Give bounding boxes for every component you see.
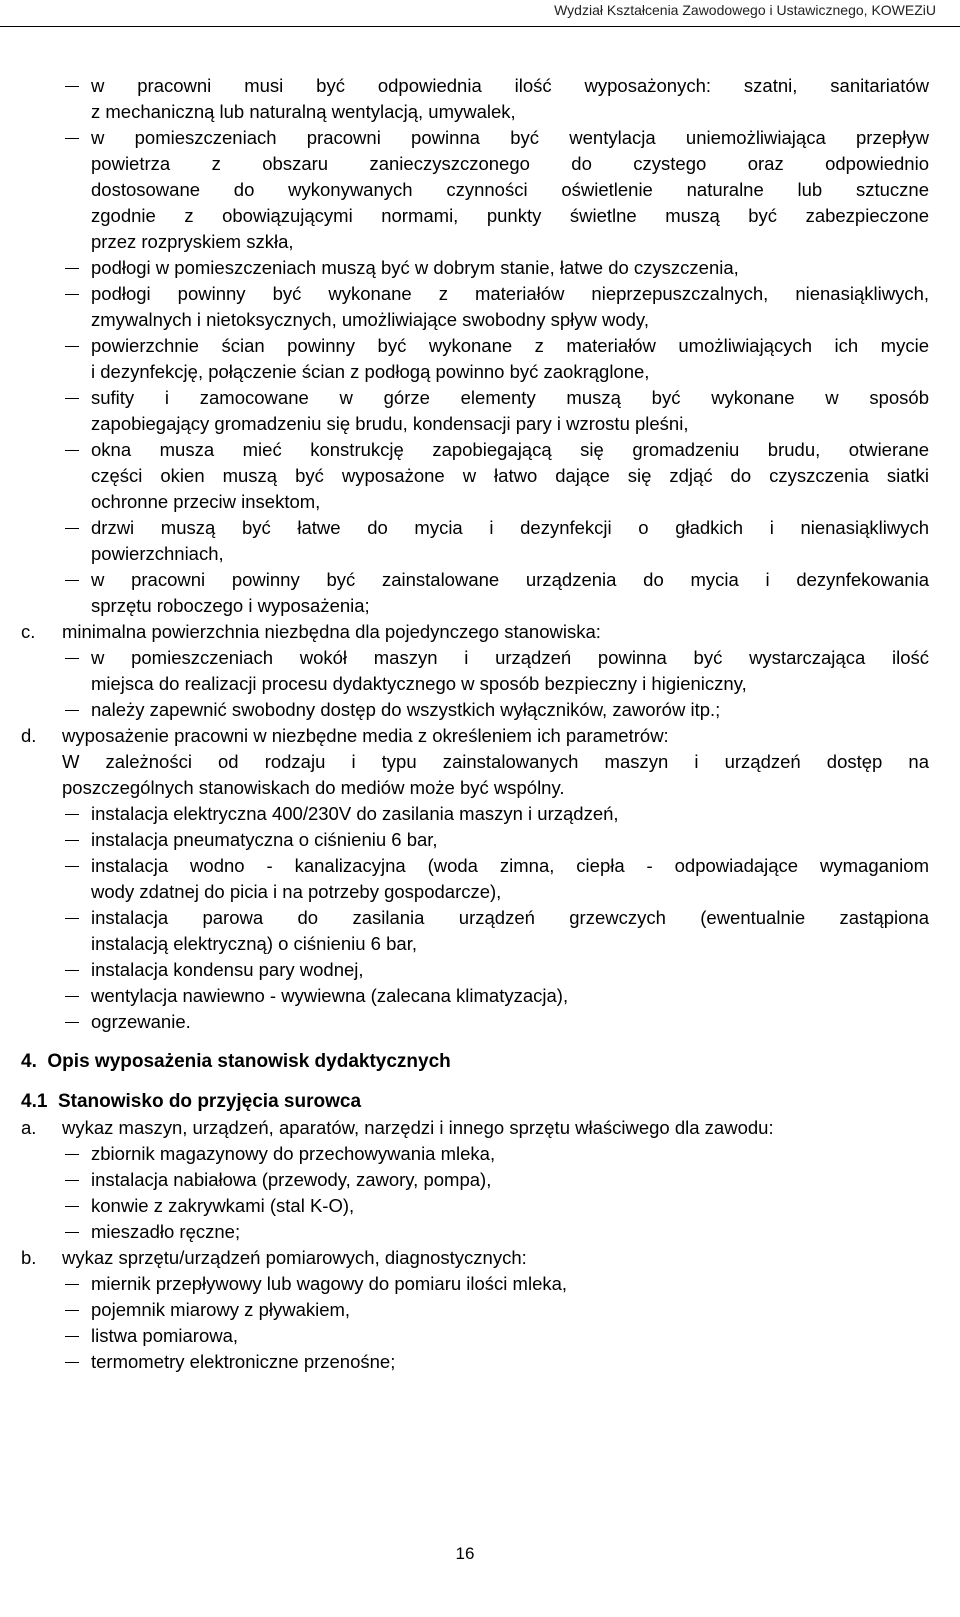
page-number: 16 <box>455 1544 475 1563</box>
media-bullet <box>0 853 960 879</box>
list-item-text: wykaz sprzętu/urządzeń pomiarowych, diagnostycznych: <box>62 1247 527 1268</box>
bullet-text: i dezynfekcję, połączenie ścian z podłogą powinno być zaokrąglone, <box>91 361 650 382</box>
list-item-text: wykaz maszyn, urządzeń, aparatów, narzędzi i innego sprzętu właściwego dla zawodu: <box>62 1117 774 1138</box>
bullet-text: w pomieszczeniach wokół maszyn i urządzeń powinna być wystarczająca ilość <box>91 647 929 668</box>
bullet-text: ogrzewanie. <box>91 1011 191 1032</box>
bullet-text: sprzętu roboczego i wyposażenia; <box>91 595 370 616</box>
requirement-bullet-continuation <box>0 359 960 385</box>
section-heading <box>0 1049 960 1075</box>
media-bullet <box>0 827 960 853</box>
running-header: Wydział Kształcenia Zawodowego i Ustawicznego, KOWEZiU <box>554 2 936 18</box>
bullet-text: dostosowane do wykonywanych czynności oświetlenie naturalne lub sztuczne <box>91 179 929 200</box>
dash-bullet-icon <box>65 814 79 815</box>
dash-bullet-icon <box>65 1284 79 1285</box>
bullet-text: instalacja kondensu pary wodnej, <box>91 959 364 980</box>
measurement-bullet <box>0 1297 960 1323</box>
bullet-text: zbiornik magazynowy do przechowywania mleka, <box>91 1143 496 1164</box>
requirement-bullet-continuation <box>0 593 960 619</box>
bullet-text: powierzchniach, <box>91 543 224 564</box>
bullet-text: w pomieszczeniach pracowni powinna być wentylacja uniemożliwiająca przepływ <box>91 127 929 148</box>
bullet-text: sufity i zamocowane w górze elementy muszą być wykonane w sposób <box>91 387 929 408</box>
bullet-text: drzwi muszą być łatwe do mycia i dezynfekcji o gładkich i nienasiąkliwych <box>91 517 929 538</box>
header-divider <box>0 26 960 27</box>
bullet-text: ochronne przeciw insektom, <box>91 491 321 512</box>
bullet-text: instalacja nabiałowa (przewody, zawory, pompa), <box>91 1169 492 1190</box>
dash-bullet-icon <box>65 1154 79 1155</box>
requirement-bullet-continuation <box>0 151 960 177</box>
dash-bullet-icon <box>65 86 79 87</box>
media-bullet-continuation <box>0 879 960 905</box>
requirement-bullet-continuation <box>0 489 960 515</box>
equipment-bullet <box>0 1141 960 1167</box>
requirement-bullet <box>0 385 960 411</box>
subsection-heading <box>0 1089 960 1115</box>
bullet-text: powietrza z obszaru zanieczyszczonego do czystego oraz odpowiednio <box>91 153 929 174</box>
bullet-text: zgodnie z obowiązującymi normami, punkty świetlne muszą być zabezpieczone <box>91 205 929 226</box>
document-body <box>0 73 960 1375</box>
requirement-bullet <box>0 255 960 281</box>
bullet-text: mieszadło ręczne; <box>91 1221 241 1242</box>
dash-bullet-icon <box>65 138 79 139</box>
bullet-text: w pracowni musi być odpowiednia ilość wyposażonych: szatni, sanitariatów <box>91 75 929 96</box>
requirement-bullet-continuation <box>0 411 960 437</box>
bullet-text: części okien muszą być wyposażone w łatwo dające się zdjąć do czyszczenia siatki <box>91 465 929 486</box>
bullet-text: przez rozpryskiem szkła, <box>91 231 294 252</box>
media-bullet <box>0 905 960 931</box>
dash-bullet-icon <box>65 268 79 269</box>
requirement-bullet-continuation <box>0 463 960 489</box>
dash-bullet-icon <box>65 1336 79 1337</box>
media-bullet-continuation <box>0 931 960 957</box>
bullet-text: zapobiegający gromadzeniu się brudu, kondensacji pary i wzrostu pleśni, <box>91 413 689 434</box>
requirement-bullet-continuation <box>0 177 960 203</box>
list-item-c <box>0 619 960 645</box>
dash-bullet-icon <box>65 346 79 347</box>
spacer <box>0 1075 960 1089</box>
dash-bullet-icon <box>65 450 79 451</box>
measurement-bullet <box>0 1349 960 1375</box>
bullet-text: okna musza mieć konstrukcję zapobiegającą się gromadzeniu brudu, otwierane <box>91 439 929 460</box>
bullet-text: konwie z zakrywkami (stal K-O), <box>91 1195 355 1216</box>
bullet-text: miejsca do realizacji procesu dydaktycznego w sposób bezpieczny i higieniczny, <box>91 673 747 694</box>
list-marker: a. <box>21 1117 37 1138</box>
requirement-bullet <box>0 437 960 463</box>
requirement-bullet-continuation <box>0 99 960 125</box>
dash-bullet-icon <box>65 970 79 971</box>
requirement-bullet <box>0 125 960 151</box>
dash-bullet-icon <box>65 866 79 867</box>
bullet-text: wentylacja nawiewno - wywiewna (zalecana klimatyzacja), <box>91 985 569 1006</box>
bullet-text: zmywalnych i nietoksycznych, umożliwiające swobodny spływ wody, <box>91 309 649 330</box>
bullet-text: instalacja wodno - kanalizacyjna (woda zimna, ciepła - odpowiadające wymaganiom <box>91 855 929 876</box>
equipment-bullet <box>0 1193 960 1219</box>
dash-bullet-icon <box>65 840 79 841</box>
equipment-bullet <box>0 1167 960 1193</box>
bullet-text: instalacja elektryczna 400/230V do zasilania maszyn i urządzeń, <box>91 803 619 824</box>
bullet-text: instalacja pneumatyczna o ciśnieniu 6 bar, <box>91 829 438 850</box>
media-bullet <box>0 1009 960 1035</box>
requirement-bullet <box>0 333 960 359</box>
measurement-bullet <box>0 1271 960 1297</box>
section-heading-text: 4. Opis wyposażenia stanowisk dydaktycznych <box>21 1051 451 1072</box>
bullet-text: pojemnik miarowy z pływakiem, <box>91 1299 351 1320</box>
bullet-text: miernik przepływowy lub wagowy do pomiaru ilości mleka, <box>91 1273 568 1294</box>
list-item-text: minimalna powierzchnia niezbędna dla pojedynczego stanowiska: <box>62 621 601 642</box>
bullet-text: podłogi powinny być wykonane z materiałów nieprzepuszczalnych, nienasiąkliwych, <box>91 283 929 304</box>
paragraph-text: W zależności od rodzaju i typu zainstalowanych maszyn i urządzeń dostęp na <box>62 751 929 772</box>
bullet-text: instalacją elektryczną) o ciśnieniu 6 bar, <box>91 933 417 954</box>
bullet-text: z mechaniczną lub naturalną wentylacją, umywalek, <box>91 101 516 122</box>
media-bullet <box>0 983 960 1009</box>
space-bullet-continuation <box>0 671 960 697</box>
bullet-text: powierzchnie ścian powinny być wykonane z materiałów umożliwiających ich mycie <box>91 335 929 356</box>
dash-bullet-icon <box>65 1362 79 1363</box>
bullet-text: instalacja parowa do zasilania urządzeń grzewczych (ewentualnie zastąpiona <box>91 907 929 928</box>
dash-bullet-icon <box>65 528 79 529</box>
bullet-text: w pracowni powinny być zainstalowane urządzenia do mycia i dezynfekowania <box>91 569 929 590</box>
list-marker: d. <box>21 725 37 746</box>
dash-bullet-icon <box>65 996 79 997</box>
bullet-text: wody zdatnej do picia i na potrzeby gospodarcze), <box>91 881 502 902</box>
space-bullet <box>0 697 960 723</box>
list-item-b <box>0 1245 960 1271</box>
list-item-a <box>0 1115 960 1141</box>
requirement-bullet <box>0 281 960 307</box>
dash-bullet-icon <box>65 1180 79 1181</box>
media-paragraph <box>0 749 960 775</box>
bullet-text: należy zapewnić swobodny dostęp do wszystkich wyłączników, zaworów itp.; <box>91 699 721 720</box>
requirement-bullet <box>0 515 960 541</box>
requirement-bullet <box>0 567 960 593</box>
paragraph-text: poszczególnych stanowiskach do mediów może być wspólny. <box>62 777 565 798</box>
bullet-text: listwa pomiarowa, <box>91 1325 239 1346</box>
requirement-bullet-continuation <box>0 307 960 333</box>
list-marker: c. <box>21 621 36 642</box>
requirement-bullet-continuation <box>0 203 960 229</box>
dash-bullet-icon <box>65 1206 79 1207</box>
dash-bullet-icon <box>65 918 79 919</box>
dash-bullet-icon <box>65 398 79 399</box>
dash-bullet-icon <box>65 580 79 581</box>
measurement-bullet <box>0 1323 960 1349</box>
dash-bullet-icon <box>65 1310 79 1311</box>
spacer <box>0 1035 960 1049</box>
list-item-text: wyposażenie pracowni w niezbędne media z określeniem ich parametrów: <box>62 725 669 746</box>
requirement-bullet-continuation <box>0 541 960 567</box>
bullet-text: termometry elektroniczne przenośne; <box>91 1351 396 1372</box>
list-marker: b. <box>21 1247 37 1268</box>
dash-bullet-icon <box>65 1022 79 1023</box>
equipment-bullet <box>0 1219 960 1245</box>
bullet-text: podłogi w pomieszczeniach muszą być w dobrym stanie, łatwe do czyszczenia, <box>91 257 739 278</box>
media-bullet <box>0 801 960 827</box>
requirement-bullet <box>0 73 960 99</box>
dash-bullet-icon <box>65 1232 79 1233</box>
dash-bullet-icon <box>65 658 79 659</box>
requirement-bullet-continuation <box>0 229 960 255</box>
media-bullet <box>0 957 960 983</box>
media-paragraph <box>0 775 960 801</box>
dash-bullet-icon <box>65 710 79 711</box>
list-item-d <box>0 723 960 749</box>
space-bullet <box>0 645 960 671</box>
subsection-heading-text: 4.1 Stanowisko do przyjęcia surowca <box>21 1091 362 1112</box>
dash-bullet-icon <box>65 294 79 295</box>
